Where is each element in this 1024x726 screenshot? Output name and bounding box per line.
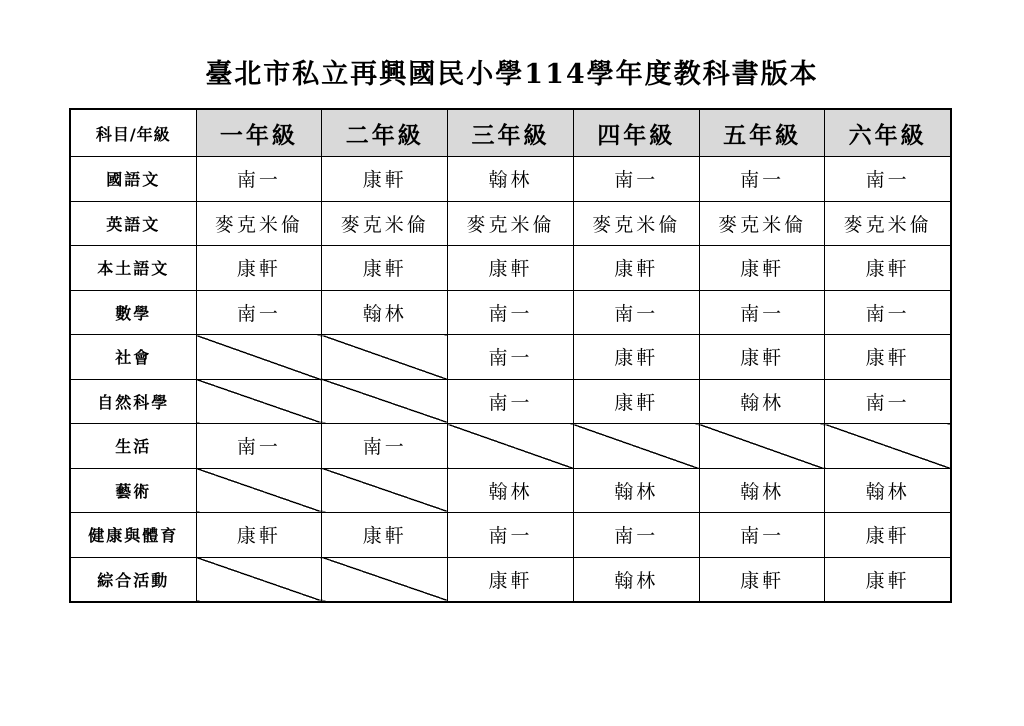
publisher-cell: 麥克米倫 [699,201,825,246]
subject-label: 本土語文 [70,246,196,291]
publisher-cell: 康軒 [196,246,322,291]
not-applicable-cell [196,557,322,602]
publisher-cell: 康軒 [573,379,699,424]
publisher-cell: 南一 [573,513,699,558]
table-row [70,246,951,291]
table-body [70,157,951,602]
table-row [70,557,951,602]
publisher-cell: 康軒 [699,246,825,291]
publisher-cell: 麥克米倫 [448,201,574,246]
table-row [70,201,951,246]
not-applicable-cell [322,335,448,380]
publisher-cell: 翰林 [322,290,448,335]
publisher-cell: 南一 [699,513,825,558]
publisher-cell: 康軒 [322,157,448,202]
publisher-cell: 南一 [448,335,574,380]
publisher-cell: 康軒 [825,557,951,602]
grade-header: 六年級 [825,109,951,157]
publisher-cell: 翰林 [699,468,825,513]
publisher-cell: 康軒 [322,513,448,558]
publisher-cell: 南一 [196,157,322,202]
publisher-cell: 南一 [573,157,699,202]
publisher-cell: 翰林 [699,379,825,424]
subject-label: 英語文 [70,201,196,246]
table-row [70,424,951,469]
grade-header: 三年級 [448,109,574,157]
publisher-cell: 康軒 [573,246,699,291]
publisher-cell: 康軒 [196,513,322,558]
not-applicable-cell [448,424,574,469]
grade-header: 一年級 [196,109,322,157]
publisher-cell: 翰林 [573,468,699,513]
publisher-cell: 麥克米倫 [322,201,448,246]
not-applicable-cell [322,557,448,602]
textbook-table [69,108,952,603]
publisher-cell: 翰林 [825,468,951,513]
publisher-cell: 康軒 [825,246,951,291]
not-applicable-cell [573,424,699,469]
subject-label: 數學 [70,290,196,335]
publisher-cell: 康軒 [448,246,574,291]
publisher-cell: 翰林 [448,157,574,202]
publisher-cell: 康軒 [573,335,699,380]
table-row [70,513,951,558]
publisher-cell: 翰林 [573,557,699,602]
publisher-cell: 翰林 [448,468,574,513]
not-applicable-cell [322,379,448,424]
header-row [70,109,951,157]
page-title: 臺北市私立再興國民小學114學年度教科書版本 [205,59,819,90]
publisher-cell: 南一 [825,290,951,335]
publisher-cell: 南一 [448,379,574,424]
not-applicable-cell [196,468,322,513]
subject-label: 綜合活動 [70,557,196,602]
publisher-cell: 南一 [699,157,825,202]
subject-label: 國語文 [70,157,196,202]
publisher-cell: 南一 [196,290,322,335]
table-row [70,290,951,335]
subject-label: 生活 [70,424,196,469]
publisher-cell: 康軒 [825,335,951,380]
corner-header: 科目/年級 [70,109,196,157]
publisher-cell: 南一 [699,290,825,335]
subject-label: 社會 [70,335,196,380]
publisher-cell: 南一 [573,290,699,335]
publisher-cell: 康軒 [699,335,825,380]
not-applicable-cell [322,468,448,513]
table-row [70,157,951,202]
publisher-cell: 南一 [825,379,951,424]
publisher-cell: 南一 [322,424,448,469]
subject-label: 藝術 [70,468,196,513]
publisher-cell: 南一 [448,513,574,558]
subject-label: 健康與體育 [70,513,196,558]
publisher-cell: 康軒 [322,246,448,291]
grade-header: 二年級 [322,109,448,157]
publisher-cell: 麥克米倫 [825,201,951,246]
publisher-cell: 康軒 [448,557,574,602]
not-applicable-cell [825,424,951,469]
publisher-cell: 康軒 [825,513,951,558]
publisher-cell: 南一 [825,157,951,202]
publisher-cell: 麥克米倫 [196,201,322,246]
not-applicable-cell [699,424,825,469]
not-applicable-cell [196,335,322,380]
table-row [70,335,951,380]
publisher-cell: 康軒 [699,557,825,602]
table-row [70,379,951,424]
publisher-cell: 南一 [196,424,322,469]
not-applicable-cell [196,379,322,424]
grade-header: 四年級 [573,109,699,157]
publisher-cell: 南一 [448,290,574,335]
subject-label: 自然科學 [70,379,196,424]
table-row [70,468,951,513]
publisher-cell: 麥克米倫 [573,201,699,246]
grade-header: 五年級 [699,109,825,157]
